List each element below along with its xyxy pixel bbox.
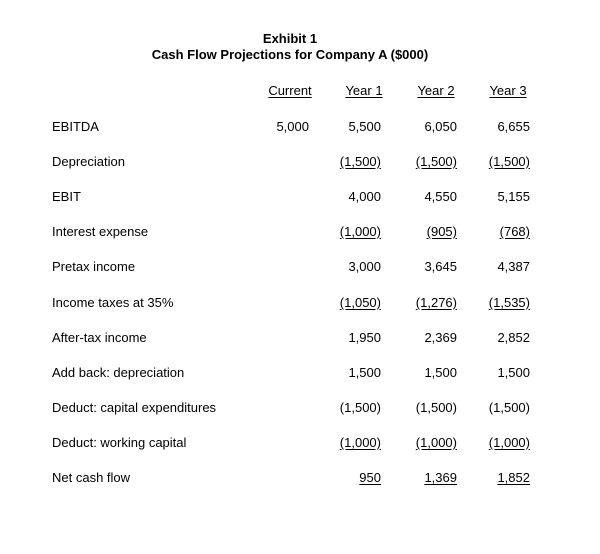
cell-year-2: (1,000) bbox=[415, 435, 457, 450]
cell-year-1: (1,050) bbox=[339, 295, 381, 310]
cell-year-2: (905) bbox=[426, 224, 457, 239]
cell-year-2: 3,645 bbox=[424, 259, 457, 274]
cell-year-2: (1,500) bbox=[415, 154, 457, 169]
row-label: Pretax income bbox=[52, 259, 136, 274]
cell-year-3: (1,000) bbox=[488, 435, 530, 450]
cell-year-3: 2,852 bbox=[497, 330, 530, 345]
row-label: Interest expense bbox=[52, 224, 149, 239]
row-label: Deduct: working capital bbox=[52, 435, 187, 450]
cell-year-2: 1,369 bbox=[424, 470, 457, 485]
column-header-current: Current bbox=[268, 83, 312, 98]
cell-year-2: (1,500) bbox=[415, 400, 457, 415]
row-label: Income taxes at 35% bbox=[52, 295, 174, 310]
cell-year-3: (1,500) bbox=[488, 154, 530, 169]
cell-year-2: 4,550 bbox=[424, 189, 457, 204]
cell-year-2: 2,369 bbox=[424, 330, 457, 345]
cell-year-3: (768) bbox=[499, 224, 530, 239]
column-header-year-1: Year 1 bbox=[345, 83, 383, 98]
cell-year-3: 4,387 bbox=[497, 259, 530, 274]
cell-year-3: 5,155 bbox=[497, 189, 530, 204]
exhibit-title: Cash Flow Projections for Company A ($000) bbox=[151, 47, 429, 62]
column-header-year-3: Year 3 bbox=[489, 83, 527, 98]
cell-year-1: (1,500) bbox=[339, 154, 381, 169]
cell-year-1: (1,000) bbox=[339, 224, 381, 239]
cell-year-3: 1,500 bbox=[497, 365, 530, 380]
cell-year-3: 1,852 bbox=[497, 470, 530, 485]
cell-year-1: 3,000 bbox=[348, 259, 381, 274]
cell-year-3: (1,535) bbox=[488, 295, 530, 310]
cell-year-1: 1,950 bbox=[348, 330, 381, 345]
cell-year-3: 6,655 bbox=[497, 119, 530, 134]
column-header-year-2: Year 2 bbox=[417, 83, 455, 98]
cell-year-1: 1,500 bbox=[348, 365, 381, 380]
cell-year-1: (1,500) bbox=[339, 400, 381, 415]
cell-year-3: (1,500) bbox=[488, 400, 530, 415]
row-label: EBIT bbox=[52, 189, 81, 204]
row-label: Deduct: capital expenditures bbox=[52, 400, 217, 415]
row-label: Add back: depreciation bbox=[52, 365, 185, 380]
cell-year-2: 6,050 bbox=[424, 119, 457, 134]
row-label: Net cash flow bbox=[52, 470, 131, 485]
cell-current: 5,000 bbox=[276, 119, 309, 134]
cell-year-1: (1,000) bbox=[339, 435, 381, 450]
cell-year-2: (1,276) bbox=[415, 295, 457, 310]
cell-year-1: 4,000 bbox=[348, 189, 381, 204]
exhibit-label: Exhibit 1 bbox=[262, 31, 318, 46]
row-label: After-tax income bbox=[52, 330, 147, 345]
cell-year-1: 950 bbox=[359, 470, 381, 485]
cell-year-1: 5,500 bbox=[348, 119, 381, 134]
row-label: EBITDA bbox=[52, 119, 99, 134]
cell-year-2: 1,500 bbox=[424, 365, 457, 380]
row-label: Depreciation bbox=[52, 154, 125, 169]
